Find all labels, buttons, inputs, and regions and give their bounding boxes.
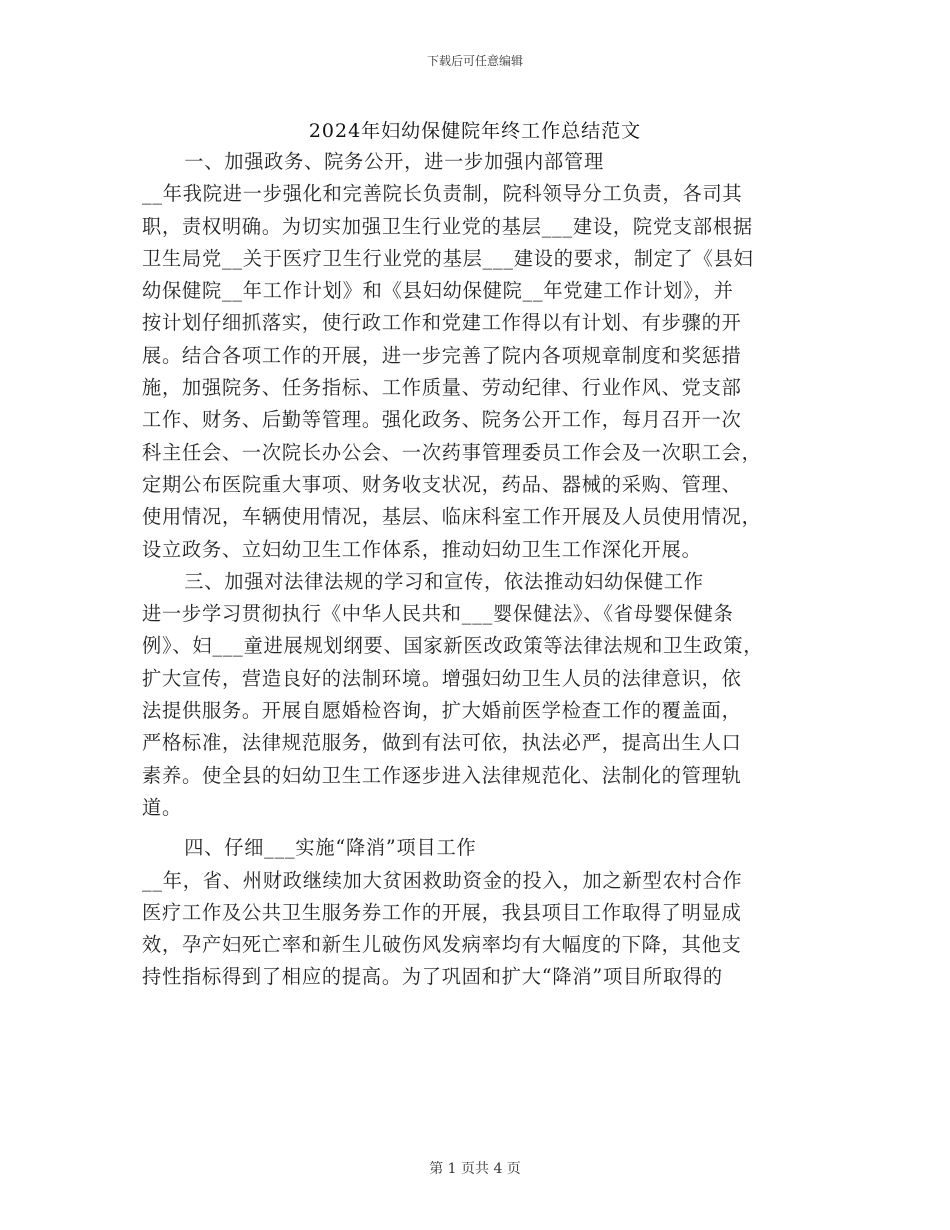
paragraph-line: 道。 (142, 795, 182, 819)
paragraph-line: 工作、财务、后勤等管理。强化政务、院务公开工作，每月召开一次 (142, 408, 742, 432)
paragraph-line: 定期公布医院重大事项、财务收支状况，药品、器械的采购、管理、 (142, 472, 742, 496)
paragraph-line: __年，省、州财政继续加大贫困救助资金的投入，加之新型农村合作 (142, 868, 743, 892)
document-body (142, 146, 814, 994)
page-footer: 第 1 页共 4 页 (429, 1161, 521, 1177)
paragraph-line: 医疗工作及公共卫生服务券工作的开展，我县项目工作取得了明显成 (142, 900, 742, 924)
section-heading: 四、仔细___实施“降消”项目工作 (184, 836, 477, 860)
paragraph-line: __年我院进一步强化和完善院长负责制，院科领导分工负责，各司其 (142, 182, 743, 206)
section-heading: 一、加强政务、院务公开，进一步加强内部管理 (184, 150, 604, 173)
paragraph-line: 严格标准，法律规范服务，做到有法可依，执法必严，提高出生人口 (142, 731, 742, 755)
paragraph-line: 科主任会、一次院长办公会、一次药事管理委员工作会及一次职工会， (142, 440, 762, 464)
header-note: 下载后可任意编辑 (426, 54, 523, 68)
paragraph-line: 素养。使全县的妇幼卫生工作逐步进入法律规范化、法制化的管理轨 (142, 763, 742, 787)
paragraph-line: 设立政务、立妇幼卫生工作体系，推动妇幼卫生工作深化开展。 (142, 537, 702, 561)
paragraph-line: 展。结合各项工作的开展，进一步完善了院内各项规章制度和奖惩措 (142, 343, 742, 367)
paragraph-line: 效，孕产妇死亡率和新生儿破伤风发病率均有大幅度的下降，其他支 (142, 933, 742, 957)
section-heading: 三、加强对法律法规的学习和宣传，依法推动妇幼保健工作 (184, 569, 704, 593)
paragraph-line: 幼保健院__年工作计划》和《县妇幼保健院__年党建工作计划》，并 (142, 279, 734, 303)
paragraph-line: 例》、妇___童进展规划纲要、国家新医改政策等法律法规和卫生政策， (142, 634, 764, 658)
paragraph-line: 按计划仔细抓落实，使行政工作和党建工作得以有计划、有步骤的开 (142, 311, 742, 335)
paragraph-line: 施，加强院务、任务指标、工作质量、劳动纪律、行业作风、党支部 (142, 376, 742, 400)
document-title: 2024年妇幼保健院年终工作总结范文 (308, 120, 642, 142)
paragraph-line: 扩大宣传，营造良好的法制环境。增强妇幼卫生人员的法律意识，依 (142, 666, 742, 690)
paragraph-line: 持性指标得到了相应的提高。为了巩固和扩大“降消”项目所取得的 (142, 965, 723, 989)
paragraph-line: 使用情况，车辆使用情况，基层、临床科室工作开展及人员使用情况， (142, 505, 762, 529)
paragraph-line: 进一步学习贯彻执行《中华人民共和___婴保健法》、《省母婴保健条 (142, 602, 734, 626)
paragraph-line: 卫生局党__关于医疗卫生行业党的基层___建设的要求，制定了《县妇 (142, 246, 754, 270)
paragraph-line: 职，责权明确。为切实加强卫生行业党的基层___建设，院党支部根据 (142, 214, 753, 238)
paragraph-line: 法提供服务。开展自愿婚检咨询，扩大婚前医学检查工作的覆盖面， (142, 699, 742, 723)
section-spacer (142, 824, 814, 832)
